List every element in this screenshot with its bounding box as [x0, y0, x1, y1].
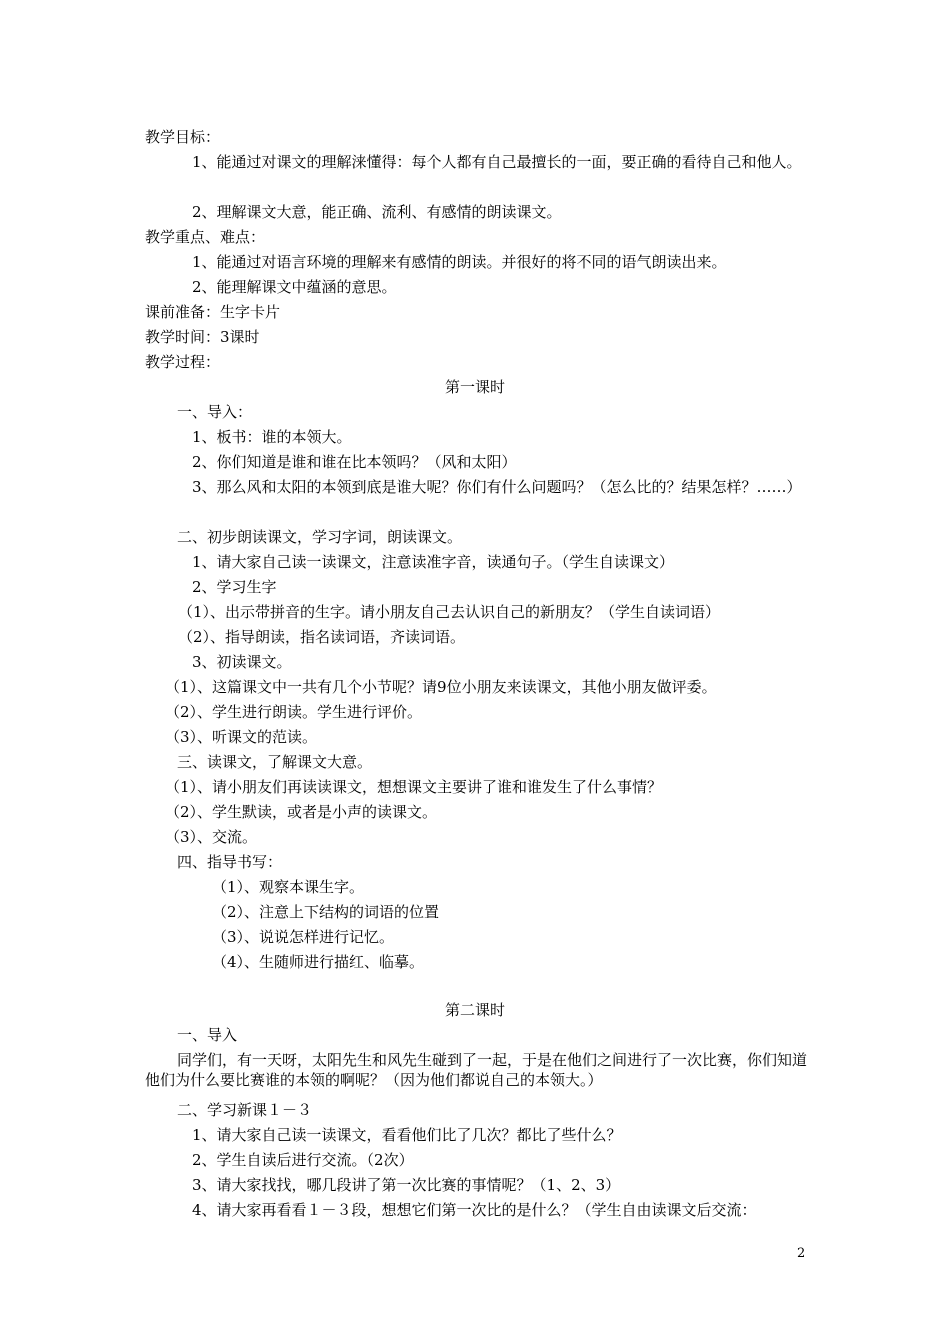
reading-item-2b: （2）、指导朗读，指名读词语，齐读词语。 — [178, 628, 466, 646]
understanding-item-2: （2）、学生默读，或者是小声的读课文。 — [165, 803, 438, 821]
reading-item-3c: （3）、听课文的范读。 — [165, 728, 318, 746]
study-title: 二、学习新课１－３ — [177, 1101, 313, 1119]
reading-item-2a: （1）、出示带拼音的生字。请小朋友自己去认识自己的新朋友？（学生自读词语） — [178, 603, 721, 621]
goal-2: 2、理解课文大意，能正确、流利、有感情的朗读课文。 — [192, 203, 562, 221]
writing-item-4: （4）、生随师进行描红、临摹。 — [212, 953, 425, 971]
page-number: 2 — [797, 1246, 806, 1261]
study-item-3: 3、请大家找找，哪几段讲了第一次比赛的事情呢？（1、2、3） — [192, 1176, 621, 1194]
intro-item-3: 3、那么风和太阳的本领到底是谁大呢？你们有什么问题吗？（怎么比的？结果怎样？……） — [192, 478, 802, 496]
writing-item-3: （3）、说说怎样进行记忆。 — [212, 928, 395, 946]
study-item-1: 1、请大家自己读一读课文，看看他们比了几次？都比了些什么？ — [192, 1126, 622, 1144]
reading-item-3: 3、初读课文。 — [192, 653, 292, 671]
key-point-1: 1、能通过对语言环境的理解来有感情的朗读。并很好的将不同的语气朗读出来。 — [192, 253, 727, 271]
writing-item-1: （1）、观察本课生字。 — [212, 878, 365, 896]
teaching-time: 教学时间：3课时 — [145, 328, 260, 346]
understanding-item-3: （3）、交流。 — [165, 828, 258, 846]
understanding-title: 三、读课文，了解课文大意。 — [177, 753, 373, 771]
lesson-2-paragraph: 同学们，有一天呀，太阳先生和风先生碰到了一起，于是在他们之间进行了一次比赛，你们知道他们为什么要比赛谁的本领的啊呢？（因为他们都说自己的本领大。） — [145, 1051, 808, 1089]
lesson-2-title: 第二课时 — [444, 1001, 505, 1019]
writing-item-2: （2）、注意上下结构的词语的位置 — [212, 903, 440, 921]
understanding-item-1: （1）、请小朋友们再读读课文，想想课文主要讲了谁和谁发生了什么事情？ — [165, 778, 663, 796]
preparation: 课前准备：生字卡片 — [145, 303, 281, 321]
key-point-2: 2、能理解课文中蕴涵的意思。 — [192, 278, 397, 296]
lesson-2-intro: 一、导入 — [177, 1026, 238, 1044]
reading-item-3b: （2）、学生进行朗读。学生进行评价。 — [165, 703, 423, 721]
key-points-title: 教学重点、难点： — [145, 228, 266, 246]
reading-item-3a: （1）、这篇课文中一共有几个小节呢？请9位小朋友来读课文，其他小朋友做评委。 — [165, 678, 717, 696]
lesson-1-title: 第一课时 — [444, 378, 505, 396]
intro-item-2: 2、你们知道是谁和谁在比本领吗？（风和太阳） — [192, 453, 517, 471]
reading-item-2: 2、学习生字 — [192, 578, 277, 596]
process-title: 教学过程： — [145, 353, 221, 371]
study-item-4: 4、请大家再看看１－３段，想想它们第一次比的是什么？（学生自由读课文后交流： — [192, 1201, 757, 1219]
study-item-2: 2、学生自读后进行交流。（2次） — [192, 1151, 414, 1169]
lesson-1-intro: 一、导入： — [177, 403, 253, 421]
reading-item-1: 1、请大家自己读一读课文，注意读准字音，读通句子。（学生自读课文） — [192, 553, 675, 571]
goal-1: 1、能通过对课文的理解涞懂得：每个人都有自己最擅长的一面，要正确的看待自己和他人。 — [192, 153, 802, 171]
intro-item-1: 1、板书：谁的本领大。 — [192, 428, 352, 446]
reading-title: 二、初步朗读课文，学习字词，朗读课文。 — [177, 528, 463, 546]
goals-title: 教学目标： — [145, 128, 221, 146]
writing-title: 四、指导书写： — [177, 853, 283, 871]
